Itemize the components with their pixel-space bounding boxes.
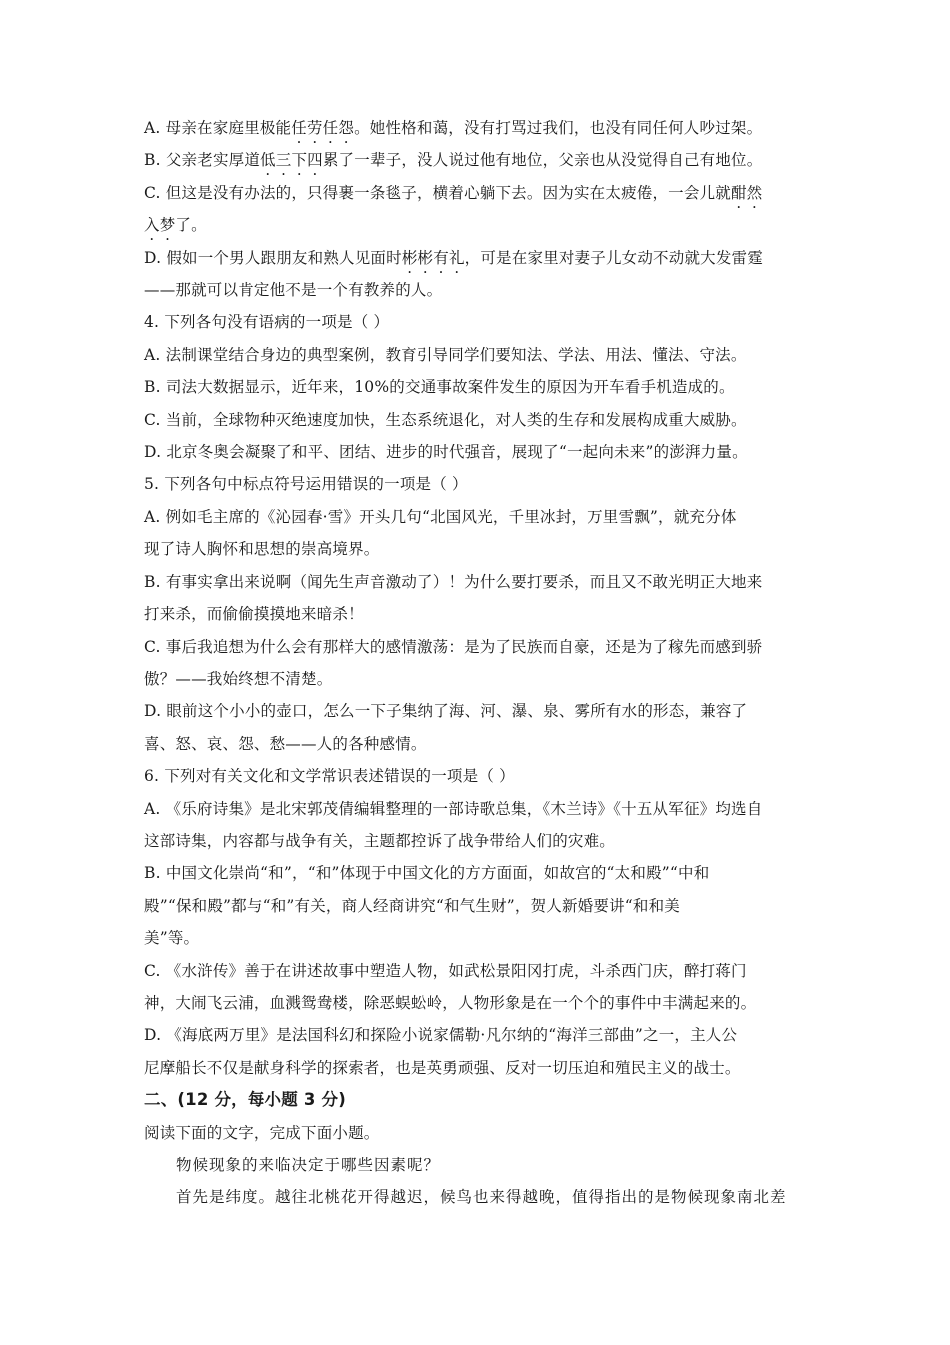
q3-option-d-line1 <box>144 242 812 274</box>
q4-option-d: D. 北京冬奥会凝聚了和平、团结、进步的时代强音，展现了“一起向未来”的澎湃力量。 <box>144 443 748 462</box>
text: D. 假如一个男人跟朋友和熟人见面时 <box>144 248 402 267</box>
q3-option-c-line1 <box>144 177 812 209</box>
emphasized-idiom <box>144 216 175 234</box>
q6-option-d-line1: D. 《海底两万里》是法国科幻和探险小说家儒勒·凡尔纳的“海洋三部曲”之一，主人公 <box>144 1026 738 1045</box>
q5-option-c-line1: C. 事后我追想为什么会有那样大的感情激荡：是为了民族而自豪，还是为了稼先而感到骄 <box>144 637 763 656</box>
q4-option-c: C. 当前，全球物种灭绝速度加快，生态系统退化，对人类的生存和发展构成重大威胁。 <box>144 410 747 429</box>
emphasis-char: 礼 <box>448 248 465 267</box>
emphasis-char: 入 <box>144 216 160 235</box>
emphasis-char: 酣 <box>730 183 747 202</box>
emphasis-char: 彬 <box>401 248 418 267</box>
emphasis-char: 任 <box>322 119 339 137</box>
q4-option-b: B. 司法大数据显示，近年来，10%的交通事故案件发生的原因为开车看手机造成的。 <box>144 378 735 397</box>
text: C. 但这是没有办法的，只得裹一条毯子，横着心躺下去。因为实在太疲倦，一会儿就 <box>144 183 731 202</box>
emphasis-char: 然 <box>746 183 763 202</box>
text: A. 母亲在家庭里极能 <box>144 119 292 137</box>
text: B. 父亲老实厚道 <box>144 151 261 170</box>
text: 了。 <box>175 216 207 235</box>
emphasis-char: 三 <box>275 151 292 170</box>
q4-option-a: A. 法制课堂结合身边的典型案例，教育引导同学们要知法、学法、用法、懂法、守法。 <box>144 345 747 364</box>
section-instruction: 阅读下面的文字，完成下面小题。 <box>144 1123 380 1142</box>
emphasis-char: 有 <box>433 248 449 267</box>
q5-option-c-line2: 傲？——我始终想不清楚。 <box>144 669 333 688</box>
q5-option-a-line1: A. 例如毛主席的《沁园春·雪》开头几句“北国风光，千里冰封，万里雪飘”，就充分体 <box>144 507 737 526</box>
emphasis-char: 任 <box>291 119 307 137</box>
q6-option-a-line1: A. 《乐府诗集》是北宋郭茂倩编辑整理的一部诗歌总集，《木兰诗》《十五从军征》均选自 <box>144 799 763 818</box>
page-content <box>144 112 812 1214</box>
passage-line: 物候现象的来临决定于哪些因素呢？ <box>176 1156 441 1174</box>
q6-option-b-line1: B. 中国文化崇尚“和”，“和”体现于中国文化的方方面面，如故宫的“太和殿”“中和 <box>144 864 710 883</box>
q3-option-d-line2: ——那就可以肯定他不是一个有教养的人。 <box>144 281 443 300</box>
q5-option-d-line2: 喜、怒、哀、怨、愁——人的各种感情。 <box>144 734 427 753</box>
q3-option-b <box>144 144 812 176</box>
q5-option-d-line1: D. 眼前这个小小的壶口，怎么一下子集纳了海、河、瀑、泉、雾所有水的形态，兼容了 <box>144 702 748 721</box>
emphasis-char: 低 <box>260 151 276 170</box>
q6-option-c-line1: C. 《水浒传》善于在讲述故事中塑造人物，如武松景阳冈打虎，斗杀西门庆，醉打蒋门 <box>144 961 747 980</box>
passage-line: 首先是纬度。越往北桃花开得越迟，候鸟也来得越晚，值得指出的是物候现象南北差 <box>176 1188 787 1207</box>
q3-option-c-line2 <box>144 209 812 241</box>
emphasis-char: 彬 <box>417 248 434 267</box>
text: 累了一辈子，没人说过他有地位，父亲也从没觉得自己有地位。 <box>322 151 763 170</box>
emphasis-char: 下 <box>291 151 308 170</box>
text: ，可是在家里对妻子儿女动不动就大发雷霆 <box>464 248 763 267</box>
q6-option-b-line2: 殿”“保和殿”都与“和”有关，商人经商讲究“和气生财”，贺人新婚要讲“和和美 <box>144 896 680 915</box>
q5-stem: 5. 下列各句中标点符号运用错误的一项是（ ） <box>144 475 468 494</box>
emphasis-char: 四 <box>307 151 323 170</box>
q6-option-b-line3: 美”等。 <box>144 929 200 948</box>
q6-option-d-line2: 尼摩船长不仅是献身科学的探索者，也是英勇顽强、反对一切压迫和殖民主义的战士。 <box>144 1058 741 1077</box>
section-heading: 二、(12 分，每小题 3 分) <box>144 1090 346 1110</box>
emphasis-char: 怨 <box>338 119 355 137</box>
q6-option-c-line2: 神，大闹飞云浦，血溅鸳鸯楼，除恶蜈蚣岭，人物形象是在一个个的事件中丰满起来的。 <box>144 993 757 1012</box>
emphasis-char: 梦 <box>159 216 176 235</box>
q5-option-a-line2: 现了诗人胸怀和思想的崇高境界。 <box>144 540 380 559</box>
q6-stem: 6. 下列对有关文化和文学常识表述错误的一项是（ ） <box>144 767 515 786</box>
emphasized-idiom <box>731 184 762 202</box>
q5-option-b-line1: B. 有事实拿出来说啊（闻先生声音激动了）！为什么要打要杀，而且又不敢光明正大地来 <box>144 572 763 591</box>
emphasized-idiom <box>291 119 354 137</box>
q5-option-b-line2: 打来杀，而偷偷摸摸地来暗杀！ <box>144 605 364 624</box>
text: 。她性格和蔼，没有打骂过我们，也没有同任何人吵过架。 <box>354 119 763 137</box>
q3-option-a <box>144 112 812 144</box>
q6-option-a-line2: 这部诗集，内容都与战争有关，主题都控诉了战争带给人们的灾难。 <box>144 831 616 850</box>
q4-stem: 4. 下列各句没有语病的一项是（ ） <box>144 313 390 332</box>
emphasized-idiom <box>402 249 465 267</box>
emphasis-char: 劳 <box>306 119 323 137</box>
emphasized-idiom <box>260 151 323 169</box>
